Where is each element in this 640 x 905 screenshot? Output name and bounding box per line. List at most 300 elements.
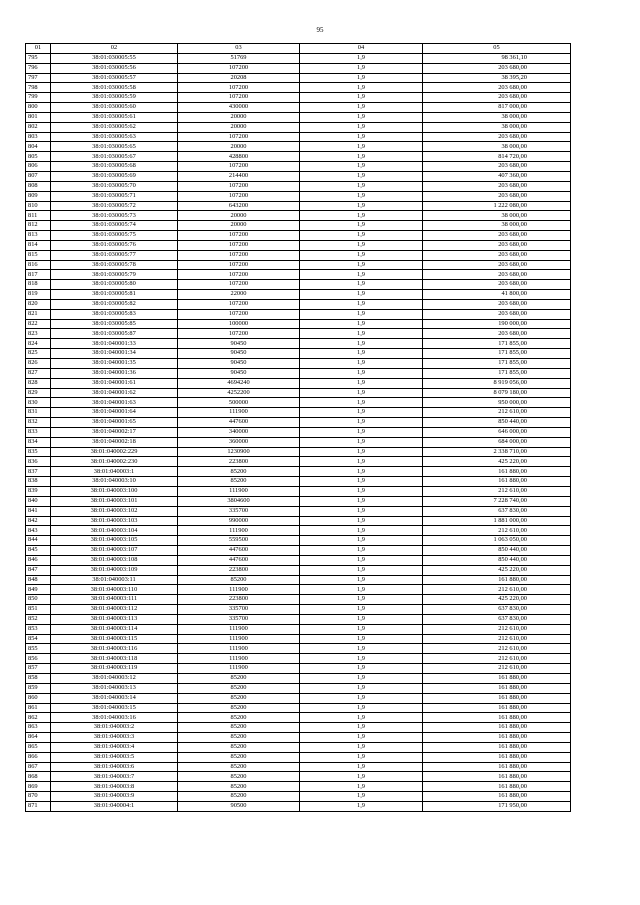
table-row xyxy=(26,368,571,378)
row-number-cell: 868 xyxy=(26,772,51,782)
rate-cell: 1,9 xyxy=(300,221,423,231)
table-row xyxy=(26,191,571,201)
row-number-cell: 801 xyxy=(26,112,51,122)
area-cell: 107200 xyxy=(178,231,300,241)
cadastral-number-cell: 38:01:030005:63 xyxy=(51,132,178,142)
cadastral-number-cell: 38:01:040003:12 xyxy=(51,674,178,684)
area-cell: 107200 xyxy=(178,260,300,270)
value-cell: 171 855,00 xyxy=(423,368,571,378)
row-number-cell: 863 xyxy=(26,723,51,733)
cadastral-number-cell: 38:01:030005:85 xyxy=(51,319,178,329)
area-cell: 85200 xyxy=(178,723,300,733)
rate-cell: 1,9 xyxy=(300,605,423,615)
value-cell: 171 855,00 xyxy=(423,359,571,369)
area-cell: 107200 xyxy=(178,132,300,142)
table-header-row xyxy=(26,44,571,54)
row-number-cell: 813 xyxy=(26,231,51,241)
cadastral-number-cell: 38:01:040003:8 xyxy=(51,782,178,792)
area-cell: 107200 xyxy=(178,280,300,290)
table-row xyxy=(26,290,571,300)
value-cell: 171 855,00 xyxy=(423,349,571,359)
area-cell: 107200 xyxy=(178,329,300,339)
area-cell: 3804600 xyxy=(178,496,300,506)
row-number-cell: 821 xyxy=(26,309,51,319)
table-row xyxy=(26,418,571,428)
rate-cell: 1,9 xyxy=(300,486,423,496)
area-cell: 90450 xyxy=(178,349,300,359)
area-cell: 107200 xyxy=(178,309,300,319)
row-number-cell: 803 xyxy=(26,132,51,142)
area-cell: 90450 xyxy=(178,339,300,349)
rate-cell: 1,9 xyxy=(300,437,423,447)
table-row xyxy=(26,378,571,388)
rate-cell: 1,9 xyxy=(300,674,423,684)
area-cell: 223800 xyxy=(178,595,300,605)
value-cell: 161 880,00 xyxy=(423,713,571,723)
rate-cell: 1,9 xyxy=(300,624,423,634)
area-cell: 20000 xyxy=(178,221,300,231)
column-header-04: 04 xyxy=(300,44,423,54)
cadastral-number-cell: 38:01:030005:78 xyxy=(51,260,178,270)
cadastral-number-cell: 38:01:040002:230 xyxy=(51,457,178,467)
rate-cell: 1,9 xyxy=(300,368,423,378)
value-cell: 203 680,00 xyxy=(423,63,571,73)
area-cell: 335700 xyxy=(178,506,300,516)
row-number-cell: 828 xyxy=(26,378,51,388)
table-row xyxy=(26,703,571,713)
rate-cell: 1,9 xyxy=(300,388,423,398)
area-cell: 335700 xyxy=(178,605,300,615)
row-number-cell: 826 xyxy=(26,359,51,369)
rate-cell: 1,9 xyxy=(300,585,423,595)
rate-cell: 1,9 xyxy=(300,733,423,743)
table-row xyxy=(26,664,571,674)
cadastral-number-cell: 38:01:030005:55 xyxy=(51,53,178,63)
area-cell: 107200 xyxy=(178,162,300,172)
value-cell: 637 830,00 xyxy=(423,605,571,615)
cadastral-number-cell: 38:01:030005:59 xyxy=(51,93,178,103)
rate-cell: 1,9 xyxy=(300,309,423,319)
row-number-cell: 841 xyxy=(26,506,51,516)
row-number-cell: 822 xyxy=(26,319,51,329)
table-row xyxy=(26,83,571,93)
area-cell: 107200 xyxy=(178,270,300,280)
row-number-cell: 820 xyxy=(26,299,51,309)
cadastral-number-cell: 38:01:040003:9 xyxy=(51,792,178,802)
area-cell: 85200 xyxy=(178,693,300,703)
row-number-cell: 814 xyxy=(26,240,51,250)
rate-cell: 1,9 xyxy=(300,555,423,565)
row-number-cell: 856 xyxy=(26,654,51,664)
value-cell: 212 610,00 xyxy=(423,486,571,496)
area-cell: 990000 xyxy=(178,516,300,526)
table-row xyxy=(26,644,571,654)
rate-cell: 1,9 xyxy=(300,752,423,762)
table-row xyxy=(26,112,571,122)
rate-cell: 1,9 xyxy=(300,762,423,772)
row-number-cell: 850 xyxy=(26,595,51,605)
area-cell: 360000 xyxy=(178,437,300,447)
table-row xyxy=(26,447,571,457)
rate-cell: 1,9 xyxy=(300,644,423,654)
value-cell: 212 610,00 xyxy=(423,585,571,595)
row-number-cell: 838 xyxy=(26,477,51,487)
value-cell: 38 000,00 xyxy=(423,221,571,231)
rate-cell: 1,9 xyxy=(300,53,423,63)
value-cell: 407 360,00 xyxy=(423,171,571,181)
area-cell: 107200 xyxy=(178,240,300,250)
cadastral-number-cell: 38:01:040001:36 xyxy=(51,368,178,378)
cadastral-number-cell: 38:01:040001:64 xyxy=(51,408,178,418)
cadastral-number-cell: 38:01:040003:111 xyxy=(51,595,178,605)
value-cell: 203 680,00 xyxy=(423,231,571,241)
cadastral-number-cell: 38:01:040003:112 xyxy=(51,605,178,615)
rate-cell: 1,9 xyxy=(300,496,423,506)
rate-cell: 1,9 xyxy=(300,703,423,713)
row-number-cell: 858 xyxy=(26,674,51,684)
table-row xyxy=(26,152,571,162)
rate-cell: 1,9 xyxy=(300,536,423,546)
value-cell: 161 880,00 xyxy=(423,762,571,772)
table-row xyxy=(26,63,571,73)
row-number-cell: 845 xyxy=(26,546,51,556)
row-number-cell: 848 xyxy=(26,575,51,585)
row-number-cell: 869 xyxy=(26,782,51,792)
value-cell: 646 000,00 xyxy=(423,427,571,437)
rate-cell: 1,9 xyxy=(300,614,423,624)
cadastral-number-cell: 38:01:040003:14 xyxy=(51,693,178,703)
cadastral-number-cell: 38:01:040001:63 xyxy=(51,398,178,408)
cadastral-number-cell: 38:01:030005:61 xyxy=(51,112,178,122)
cadastral-number-cell: 38:01:040003:100 xyxy=(51,486,178,496)
value-cell: 38 000,00 xyxy=(423,142,571,152)
cadastral-number-cell: 38:01:030005:75 xyxy=(51,231,178,241)
cadastral-number-cell: 38:01:030005:73 xyxy=(51,211,178,221)
area-cell: 90500 xyxy=(178,801,300,811)
cadastral-number-cell: 38:01:030005:56 xyxy=(51,63,178,73)
rate-cell: 1,9 xyxy=(300,782,423,792)
rate-cell: 1,9 xyxy=(300,339,423,349)
table-row xyxy=(26,595,571,605)
area-cell: 85200 xyxy=(178,703,300,713)
table-row xyxy=(26,171,571,181)
value-cell: 203 680,00 xyxy=(423,329,571,339)
table-row xyxy=(26,792,571,802)
row-number-cell: 842 xyxy=(26,516,51,526)
value-cell: 203 680,00 xyxy=(423,181,571,191)
table-row xyxy=(26,309,571,319)
rate-cell: 1,9 xyxy=(300,408,423,418)
row-number-cell: 809 xyxy=(26,191,51,201)
row-number-cell: 816 xyxy=(26,260,51,270)
value-cell: 171 950,00 xyxy=(423,801,571,811)
table-row xyxy=(26,693,571,703)
row-number-cell: 824 xyxy=(26,339,51,349)
value-cell: 203 680,00 xyxy=(423,132,571,142)
table-row xyxy=(26,496,571,506)
cadastral-number-cell: 38:01:030005:74 xyxy=(51,221,178,231)
area-cell: 107200 xyxy=(178,93,300,103)
rate-cell: 1,9 xyxy=(300,270,423,280)
table-row xyxy=(26,486,571,496)
value-cell: 161 880,00 xyxy=(423,703,571,713)
table-row xyxy=(26,319,571,329)
value-cell: 212 610,00 xyxy=(423,408,571,418)
area-cell: 51769 xyxy=(178,53,300,63)
column-header-02: 02 xyxy=(51,44,178,54)
cadastral-number-cell: 38:01:040003:110 xyxy=(51,585,178,595)
area-cell: 111900 xyxy=(178,408,300,418)
area-cell: 4252200 xyxy=(178,388,300,398)
area-cell: 214400 xyxy=(178,171,300,181)
row-number-cell: 861 xyxy=(26,703,51,713)
row-number-cell: 806 xyxy=(26,162,51,172)
table-row xyxy=(26,801,571,811)
row-number-cell: 810 xyxy=(26,201,51,211)
cadastral-number-cell: 38:01:040003:104 xyxy=(51,526,178,536)
area-cell: 22000 xyxy=(178,290,300,300)
area-cell: 90450 xyxy=(178,359,300,369)
table-row xyxy=(26,299,571,309)
row-number-cell: 830 xyxy=(26,398,51,408)
table-row xyxy=(26,457,571,467)
area-cell: 111900 xyxy=(178,634,300,644)
cadastral-number-cell: 38:01:040003:15 xyxy=(51,703,178,713)
area-cell: 111900 xyxy=(178,526,300,536)
cadastral-number-cell: 38:01:040003:113 xyxy=(51,614,178,624)
value-cell: 850 440,00 xyxy=(423,418,571,428)
cadastral-number-cell: 38:01:040003:103 xyxy=(51,516,178,526)
table-row xyxy=(26,103,571,113)
rate-cell: 1,9 xyxy=(300,280,423,290)
rate-cell: 1,9 xyxy=(300,73,423,83)
value-cell: 203 680,00 xyxy=(423,299,571,309)
value-cell: 38 000,00 xyxy=(423,211,571,221)
value-cell: 212 610,00 xyxy=(423,624,571,634)
area-cell: 559500 xyxy=(178,536,300,546)
area-cell: 643200 xyxy=(178,201,300,211)
area-cell: 1230900 xyxy=(178,447,300,457)
cadastral-number-cell: 38:01:040003:16 xyxy=(51,713,178,723)
row-number-cell: 849 xyxy=(26,585,51,595)
table-row xyxy=(26,506,571,516)
cadastral-number-cell: 38:01:040003:105 xyxy=(51,536,178,546)
row-number-cell: 817 xyxy=(26,270,51,280)
cadastral-number-cell: 38:01:030005:67 xyxy=(51,152,178,162)
table-row xyxy=(26,772,571,782)
area-cell: 447600 xyxy=(178,418,300,428)
table-row xyxy=(26,142,571,152)
cadastral-number-cell: 38:01:040003:109 xyxy=(51,565,178,575)
row-number-cell: 871 xyxy=(26,801,51,811)
table-row xyxy=(26,585,571,595)
rate-cell: 1,9 xyxy=(300,112,423,122)
row-number-cell: 866 xyxy=(26,752,51,762)
value-cell: 161 880,00 xyxy=(423,575,571,585)
value-cell: 425 220,00 xyxy=(423,595,571,605)
value-cell: 41 800,00 xyxy=(423,290,571,300)
rate-cell: 1,9 xyxy=(300,683,423,693)
value-cell: 161 880,00 xyxy=(423,772,571,782)
row-number-cell: 811 xyxy=(26,211,51,221)
cadastral-number-cell: 38:01:030005:87 xyxy=(51,329,178,339)
rate-cell: 1,9 xyxy=(300,742,423,752)
value-cell: 8 079 180,00 xyxy=(423,388,571,398)
row-number-cell: 815 xyxy=(26,250,51,260)
rate-cell: 1,9 xyxy=(300,349,423,359)
table-row xyxy=(26,565,571,575)
area-cell: 223800 xyxy=(178,457,300,467)
cadastral-number-cell: 38:01:040003:7 xyxy=(51,772,178,782)
rate-cell: 1,9 xyxy=(300,595,423,605)
rate-cell: 1,9 xyxy=(300,191,423,201)
area-cell: 85200 xyxy=(178,477,300,487)
area-cell: 111900 xyxy=(178,654,300,664)
cadastral-number-cell: 38:01:040003:5 xyxy=(51,752,178,762)
cadastral-number-cell: 38:01:040003:118 xyxy=(51,654,178,664)
area-cell: 20208 xyxy=(178,73,300,83)
table-row xyxy=(26,575,571,585)
rate-cell: 1,9 xyxy=(300,359,423,369)
value-cell: 212 610,00 xyxy=(423,644,571,654)
table-row xyxy=(26,546,571,556)
area-cell: 447600 xyxy=(178,555,300,565)
rate-cell: 1,9 xyxy=(300,418,423,428)
rate-cell: 1,9 xyxy=(300,83,423,93)
cadastral-number-cell: 38:01:040003:11 xyxy=(51,575,178,585)
cadastral-number-cell: 38:01:030005:65 xyxy=(51,142,178,152)
value-cell: 950 000,00 xyxy=(423,398,571,408)
value-cell: 850 440,00 xyxy=(423,546,571,556)
area-cell: 85200 xyxy=(178,713,300,723)
rate-cell: 1,9 xyxy=(300,260,423,270)
table-row xyxy=(26,526,571,536)
cadastral-number-cell: 38:01:030005:79 xyxy=(51,270,178,280)
value-cell: 684 000,00 xyxy=(423,437,571,447)
table-row xyxy=(26,398,571,408)
value-cell: 161 880,00 xyxy=(423,733,571,743)
cadastral-number-cell: 38:01:040001:35 xyxy=(51,359,178,369)
row-number-cell: 853 xyxy=(26,624,51,634)
row-number-cell: 825 xyxy=(26,349,51,359)
value-cell: 203 680,00 xyxy=(423,280,571,290)
cadastral-number-cell: 38:01:030005:68 xyxy=(51,162,178,172)
area-cell: 85200 xyxy=(178,762,300,772)
rate-cell: 1,9 xyxy=(300,103,423,113)
table-row xyxy=(26,132,571,142)
column-header-03: 03 xyxy=(178,44,300,54)
cadastral-number-cell: 38:01:030005:80 xyxy=(51,280,178,290)
row-number-cell: 808 xyxy=(26,181,51,191)
area-cell: 107200 xyxy=(178,299,300,309)
area-cell: 107200 xyxy=(178,250,300,260)
cadastral-number-cell: 38:01:030005:72 xyxy=(51,201,178,211)
row-number-cell: 799 xyxy=(26,93,51,103)
table-row xyxy=(26,270,571,280)
area-cell: 335700 xyxy=(178,614,300,624)
rate-cell: 1,9 xyxy=(300,457,423,467)
rate-cell: 1,9 xyxy=(300,211,423,221)
value-cell: 161 880,00 xyxy=(423,742,571,752)
cadastral-number-cell: 38:01:040003:13 xyxy=(51,683,178,693)
area-cell: 85200 xyxy=(178,733,300,743)
area-cell: 85200 xyxy=(178,782,300,792)
rate-cell: 1,9 xyxy=(300,398,423,408)
row-number-cell: 846 xyxy=(26,555,51,565)
table-row xyxy=(26,674,571,684)
value-cell: 203 680,00 xyxy=(423,240,571,250)
page-number: 95 xyxy=(316,26,324,34)
table-row xyxy=(26,181,571,191)
value-cell: 98 361,10 xyxy=(423,53,571,63)
value-cell: 161 880,00 xyxy=(423,674,571,684)
area-cell: 85200 xyxy=(178,792,300,802)
area-cell: 100000 xyxy=(178,319,300,329)
rate-cell: 1,9 xyxy=(300,231,423,241)
table-row xyxy=(26,250,571,260)
cadastral-number-cell: 38:01:030005:57 xyxy=(51,73,178,83)
rate-cell: 1,9 xyxy=(300,63,423,73)
column-header-01: 01 xyxy=(26,44,51,54)
value-cell: 637 830,00 xyxy=(423,614,571,624)
value-cell: 203 680,00 xyxy=(423,309,571,319)
table-row xyxy=(26,201,571,211)
cadastral-number-cell: 38:01:030005:70 xyxy=(51,181,178,191)
area-cell: 85200 xyxy=(178,674,300,684)
row-number-cell: 797 xyxy=(26,73,51,83)
value-cell: 203 680,00 xyxy=(423,162,571,172)
table-row xyxy=(26,211,571,221)
row-number-cell: 847 xyxy=(26,565,51,575)
value-cell: 161 880,00 xyxy=(423,467,571,477)
area-cell: 111900 xyxy=(178,624,300,634)
cadastral-number-cell: 38:01:040001:34 xyxy=(51,349,178,359)
rate-cell: 1,9 xyxy=(300,575,423,585)
table-row xyxy=(26,349,571,359)
row-number-cell: 843 xyxy=(26,526,51,536)
table-row xyxy=(26,782,571,792)
rate-cell: 1,9 xyxy=(300,506,423,516)
value-cell: 817 000,00 xyxy=(423,103,571,113)
cadastral-number-cell: 38:01:040003:1 xyxy=(51,467,178,477)
value-cell: 161 880,00 xyxy=(423,693,571,703)
area-cell: 340000 xyxy=(178,427,300,437)
row-number-cell: 804 xyxy=(26,142,51,152)
rate-cell: 1,9 xyxy=(300,201,423,211)
value-cell: 212 610,00 xyxy=(423,654,571,664)
value-cell: 161 880,00 xyxy=(423,477,571,487)
rate-cell: 1,9 xyxy=(300,240,423,250)
area-cell: 107200 xyxy=(178,191,300,201)
table-row xyxy=(26,388,571,398)
value-cell: 203 680,00 xyxy=(423,270,571,280)
value-cell: 38 000,00 xyxy=(423,122,571,132)
value-cell: 637 830,00 xyxy=(423,506,571,516)
table-row xyxy=(26,634,571,644)
area-cell: 111900 xyxy=(178,585,300,595)
value-cell: 1 881 000,00 xyxy=(423,516,571,526)
rate-cell: 1,9 xyxy=(300,634,423,644)
rate-cell: 1,9 xyxy=(300,772,423,782)
row-number-cell: 831 xyxy=(26,408,51,418)
rate-cell: 1,9 xyxy=(300,467,423,477)
value-cell: 212 610,00 xyxy=(423,526,571,536)
table-row xyxy=(26,359,571,369)
rate-cell: 1,9 xyxy=(300,565,423,575)
cadastral-value-table xyxy=(25,43,571,812)
rate-cell: 1,9 xyxy=(300,654,423,664)
rate-cell: 1,9 xyxy=(300,132,423,142)
